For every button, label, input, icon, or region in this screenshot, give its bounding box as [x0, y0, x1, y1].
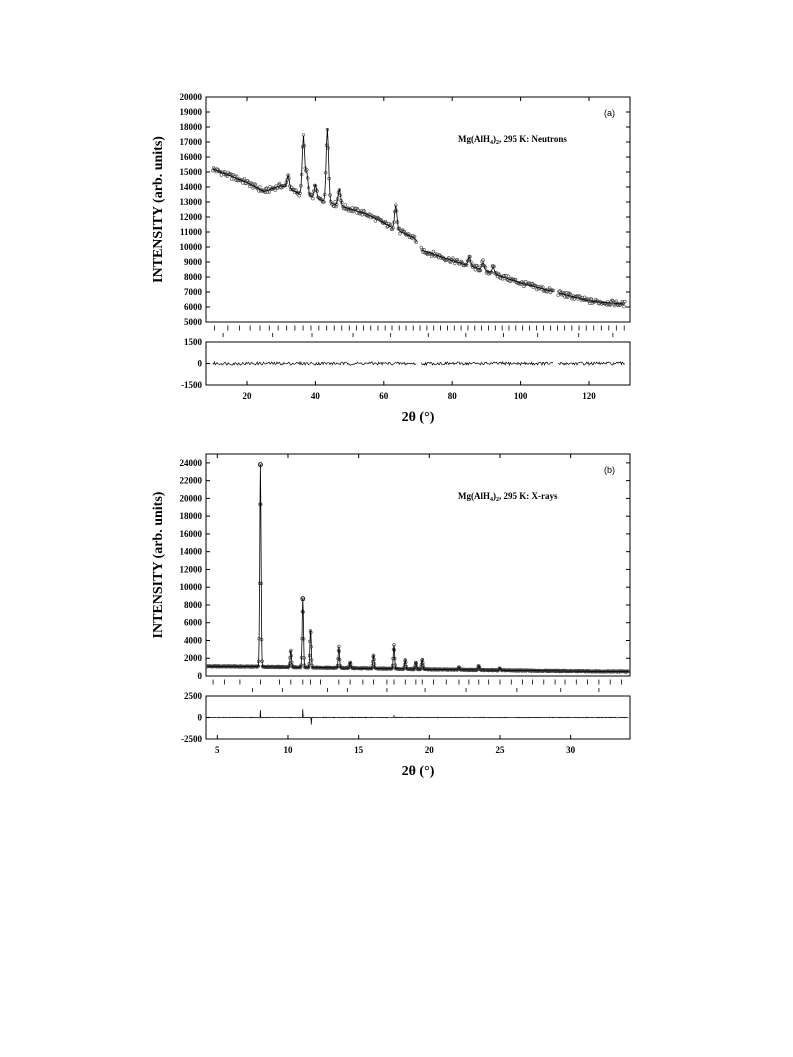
- panel-a-x-axis-title: 2θ (°): [401, 410, 435, 425]
- panel-b-label: (b): [604, 465, 615, 475]
- y-tick-label: 6000: [184, 302, 202, 312]
- y-tick-label: 14000: [179, 182, 202, 192]
- observed-points: [211, 128, 626, 308]
- annotation-text: Mg(AlH: [458, 134, 490, 144]
- y-tick-label: 16000: [179, 528, 202, 539]
- y-tick-label: 14000: [179, 546, 202, 557]
- panel-b-axis-ticks: [180, 454, 631, 755]
- y-tick-label: 22000: [179, 475, 202, 486]
- difference-line: [558, 362, 625, 365]
- panel-a-data-series: [211, 128, 626, 365]
- diff-y-tick-label: 2500: [184, 691, 202, 701]
- observed-points: [206, 463, 630, 674]
- y-tick-label: 12000: [179, 564, 202, 575]
- x-tick-label: 80: [447, 391, 457, 401]
- x-tick-label: 20: [242, 391, 252, 401]
- annotation-text: Mg(AlH: [458, 491, 490, 501]
- diff-y-tick-label: 1500: [184, 337, 202, 347]
- difference-line: [207, 709, 628, 724]
- panel-b: [151, 454, 630, 779]
- diff-y-tick-label: -2500: [181, 734, 202, 744]
- panel-a-label: (a): [604, 108, 615, 118]
- y-tick-label: 24000: [179, 457, 202, 468]
- y-tick-label: 0: [197, 671, 202, 681]
- difference-line: [213, 362, 416, 365]
- y-tick-label: 18000: [179, 122, 202, 132]
- y-tick-label: 8000: [184, 599, 202, 610]
- difference-line: [421, 362, 553, 365]
- y-tick-label: 18000: [179, 511, 202, 522]
- y-tick-label: 12000: [179, 212, 202, 222]
- diff-y-tick-label: -1500: [181, 380, 202, 390]
- y-tick-label: 6000: [184, 617, 202, 628]
- x-tick-label: 15: [354, 745, 364, 755]
- panel-b-data-series: [206, 463, 630, 725]
- x-tick-label: 40: [310, 391, 320, 401]
- x-tick-label: 60: [379, 391, 389, 401]
- annotation-subscript: 4: [490, 140, 493, 146]
- y-tick-label: 16000: [179, 152, 202, 162]
- x-tick-label: 20: [424, 745, 434, 755]
- x-tick-label: 30: [566, 745, 576, 755]
- diff-y-tick-label: 0: [197, 712, 202, 723]
- panel-b-y-axis-title: INTENSITY (arb. units): [151, 491, 166, 639]
- y-tick-label: 15000: [179, 167, 202, 177]
- panel-b-annotation: [458, 491, 558, 503]
- calculated-profile-line: [207, 464, 628, 671]
- y-tick-label: 11000: [179, 227, 202, 237]
- panel-a-main-frame: [206, 97, 630, 322]
- y-tick-label: 8000: [184, 272, 202, 282]
- y-tick-label: 20000: [179, 493, 202, 504]
- panel-a-y-axis-title: INTENSITY (arb. units): [151, 136, 166, 283]
- annotation-subscript: 2: [496, 140, 499, 146]
- y-tick-label: 17000: [179, 137, 202, 147]
- annotation-subscript: 4: [490, 497, 493, 503]
- x-tick-label: 5: [215, 745, 220, 755]
- panel-b-x-axis-title: 2θ (°): [401, 764, 435, 779]
- diff-y-tick-label: 0: [197, 358, 202, 369]
- x-tick-label: 25: [495, 745, 505, 755]
- y-tick-label: 9000: [184, 257, 202, 267]
- y-tick-label: 10000: [179, 242, 202, 252]
- annotation-text: , 295 K: X-rays: [499, 491, 558, 501]
- annotation-text: ): [493, 134, 496, 144]
- x-tick-label: 100: [513, 391, 528, 401]
- annotation-text: , 295 K: Neutrons: [499, 134, 567, 144]
- y-tick-label: 4000: [184, 635, 202, 646]
- y-tick-label: 2000: [184, 653, 202, 664]
- x-tick-label: 120: [582, 391, 596, 401]
- panel-a-annotation: [458, 134, 567, 146]
- panel-b-main-frame: [206, 454, 630, 676]
- annotation-text: ): [493, 491, 496, 501]
- x-tick-label: 10: [283, 745, 293, 755]
- y-tick-label: 13000: [179, 197, 202, 207]
- panel-a: [151, 92, 630, 425]
- y-tick-label: 20000: [179, 92, 202, 102]
- y-tick-label: 7000: [184, 287, 202, 297]
- y-tick-label: 5000: [184, 317, 202, 327]
- y-tick-label: 19000: [179, 107, 202, 117]
- y-tick-label: 10000: [179, 582, 202, 593]
- annotation-subscript: 2: [496, 497, 499, 503]
